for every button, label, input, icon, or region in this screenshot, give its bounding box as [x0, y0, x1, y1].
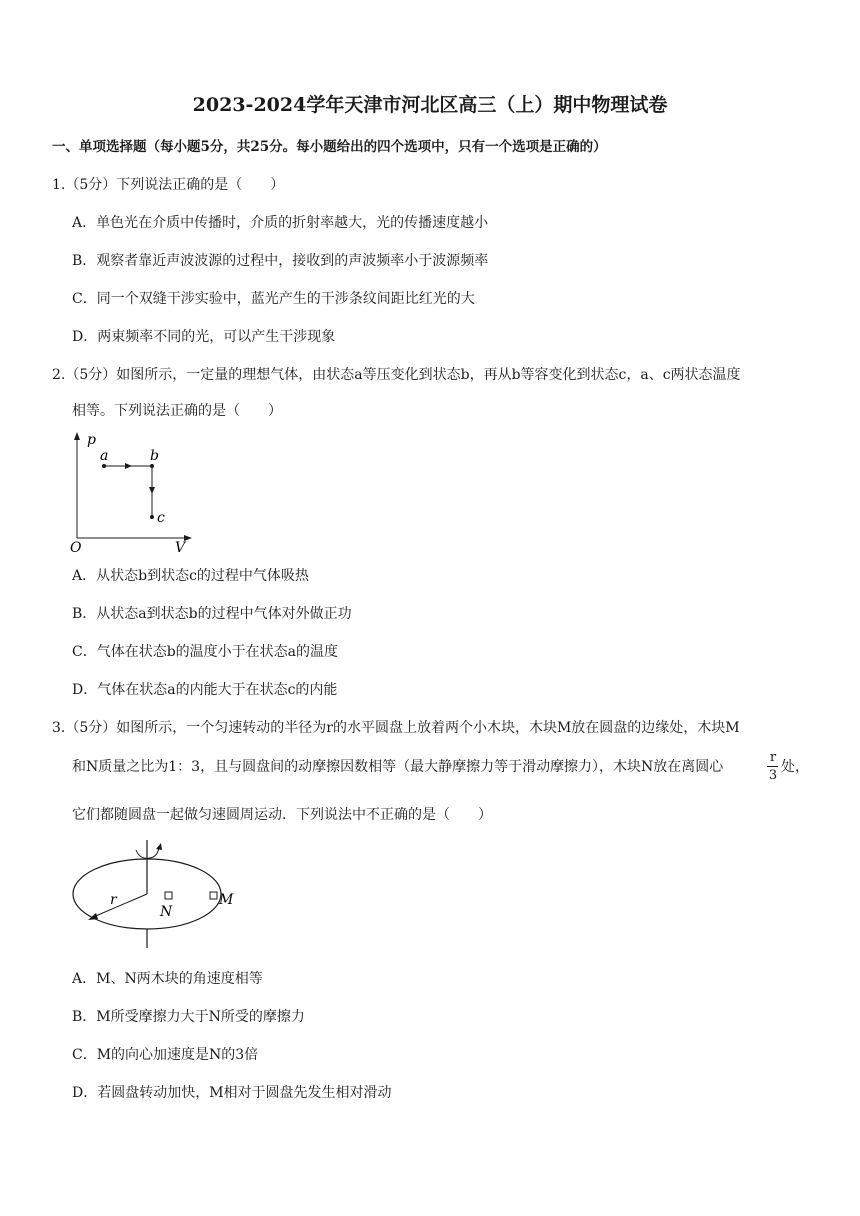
q1-option-d: D．两束频率不同的光，可以产生干涉现象: [72, 329, 336, 345]
q2-option-a: A．从状态b到状态c的过程中气体吸热: [72, 568, 309, 584]
q3-stem-line2: 和N质量之比为1：3，且与圆盘间的动摩擦因数相等（最大静摩擦力等于滑动摩擦力），木块N放在离圆心: [72, 759, 724, 775]
fraction-numerator: r: [769, 750, 777, 765]
v-axis-label: V: [175, 540, 186, 556]
state-b-label: b: [150, 448, 159, 464]
radius-label: r: [110, 892, 117, 908]
state-a-point: [102, 464, 106, 468]
q3-option-c: C．M的向心加速度是N的3倍: [72, 1047, 259, 1063]
q3-option-a: A．M、N两木块的角速度相等: [72, 971, 263, 987]
rotation-arrowhead: [156, 843, 162, 850]
q2-stem-line2: 相等。下列说法正确的是（ ）: [72, 403, 282, 419]
state-c-label: c: [157, 510, 165, 526]
q3-option-b: B．M所受摩擦力大于N所受的摩擦力: [72, 1009, 305, 1025]
block-m-label: M: [219, 892, 234, 908]
q3-stem-line2-end: 处，: [781, 759, 809, 775]
q3-option-d: D．若圆盘转动加快，M相对于圆盘先发生相对滑动: [72, 1085, 392, 1101]
p-axis-arrow: [74, 432, 80, 440]
q2-stem-line1: 2.（5分）如图所示，一定量的理想气体，由状态a等压变化到状态b，再从b等容变化到状态c，a、c两状态温度: [52, 367, 741, 383]
arrow-ab: [125, 463, 132, 469]
q1-option-a: A．单色光在介质中传播时，介质的折射率越大，光的传播速度越小: [72, 215, 489, 231]
q1-option-c: C．同一个双缝干涉实验中，蓝光产生的干涉条纹间距比红光的大: [72, 291, 475, 307]
q2-option-c: C．气体在状态b的温度小于在状态a的温度: [72, 644, 339, 660]
q1-stem: 1.（5分）下列说法正确的是（ ）: [52, 177, 285, 193]
q2-option-d: D．气体在状态a的内能大于在状态c的内能: [72, 682, 338, 698]
radius-line: [91, 894, 147, 918]
q3-stem-line3: 它们都随圆盘一起做匀速圆周运动．下列说法中不正确的是（ ）: [72, 807, 492, 823]
q2-option-b: B．从状态a到状态b的过程中气体对外做正功: [72, 606, 352, 622]
block-m: [210, 892, 217, 899]
section-heading: 一、单项选择题（每小题5分，共25分。每小题给出的四个选项中，只有一个选项是正确的）: [52, 139, 607, 155]
state-c-point: [150, 515, 154, 519]
fraction-denominator: 3: [768, 768, 778, 783]
rotating-disc-diagram: [60, 836, 250, 952]
q3-stem-line1: 3.（5分）如图所示，一个匀速转动的半径为r的水平圆盘上放着两个小木块，木块M放在圆盘的边缘处，木块M: [52, 720, 740, 736]
v-axis-arrow: [184, 535, 192, 541]
pv-diagram: [60, 428, 200, 556]
state-b-point: [150, 464, 154, 468]
block-n-label: N: [160, 904, 173, 920]
block-n: [165, 892, 172, 899]
state-a-label: a: [100, 448, 109, 464]
p-axis-label: p: [87, 432, 96, 448]
q1-option-b: B．观察者靠近声波波源的过程中，接收到的声波频率小于波源频率: [72, 253, 489, 269]
arrow-bc: [149, 487, 155, 494]
fraction-bar: [767, 766, 778, 767]
origin-label: O: [70, 540, 82, 556]
page-title: 2023-2024学年天津市河北区高三（上）期中物理试卷: [192, 94, 668, 116]
